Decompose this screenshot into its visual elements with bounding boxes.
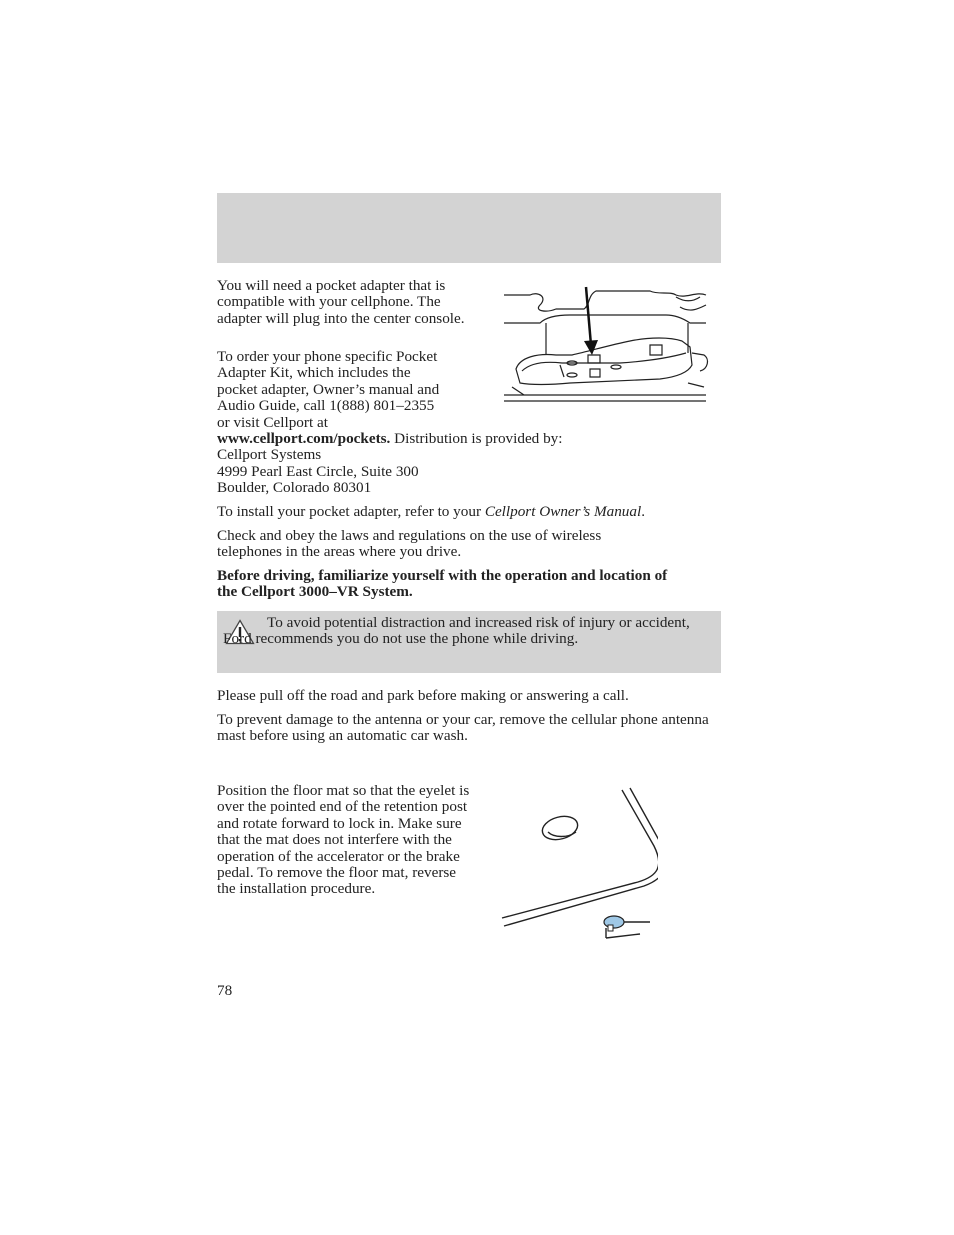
pull-off-paragraph: Please pull off the road and park before making or answering a call. — [217, 687, 629, 704]
page-number: 78 — [217, 982, 233, 999]
order-line-1: To order your phone specific Pocket — [217, 348, 438, 365]
order-line-2: Adapter Kit, which includes the — [217, 364, 411, 382]
address-line-3: Boulder, Colorado 80301 — [217, 479, 372, 497]
address-line-1: Cellport Systems — [217, 446, 322, 464]
install-manual-title: Cellport Owner’s Manual — [484, 503, 642, 520]
install-prefix: To install your pocket adapter, refer to your — [217, 503, 485, 520]
familiarize-notice: Before driving, familiarize yourself with the operation and location of the Cellport 3000–VR System. — [217, 567, 668, 601]
pocket-adapter-illustration — [500, 283, 712, 408]
laws-paragraph: Check and obey the laws and regulations on the use of wireless telephones in the areas where you drive. — [217, 527, 602, 561]
warning-text: To avoid potential distraction and increased risk of injury or accident, Ford recommends you do not use the phone while driving. — [223, 614, 690, 648]
install-paragraph — [217, 504, 723, 520]
order-line-3: pocket adapter, Owner’s manual and — [217, 380, 440, 398]
adapter-intro-paragraph: You will need a pocket adapter that is compatible with your cellphone. The adapter will plug into the center console. — [217, 277, 465, 327]
install-suffix: . — [641, 503, 645, 520]
retention-post-icon — [604, 916, 624, 928]
cellport-url[interactable]: www.cellport.com/pockets. — [217, 430, 391, 448]
order-line-5: or visit Cellport at — [217, 413, 328, 431]
order-line-4: Audio Guide, call 1(888) 801–2355 — [217, 397, 435, 415]
url-line — [217, 431, 721, 447]
order-paragraph — [217, 348, 563, 497]
floor-mat-paragraph: Position the floor mat so that the eyelet is over the pointed end of the retention post and rotate forward to lock in. Make sure that the mat does not interfere with the operation of the accelerator or the brake pedal. To remove the floor mat, reverse the installation procedure. — [217, 782, 470, 898]
warning-box — [217, 611, 721, 673]
floor-mat-illustration — [498, 786, 658, 942]
antenna-paragraph: To prevent damage to the antenna or your car, remove the cellular phone antenna mast before using an automatic car wash. — [217, 711, 709, 745]
section-header-band — [217, 193, 721, 263]
address-line-2: 4999 Pearl East Circle, Suite 300 — [217, 462, 419, 480]
distribution-text: Distribution is provided by: — [390, 430, 563, 448]
